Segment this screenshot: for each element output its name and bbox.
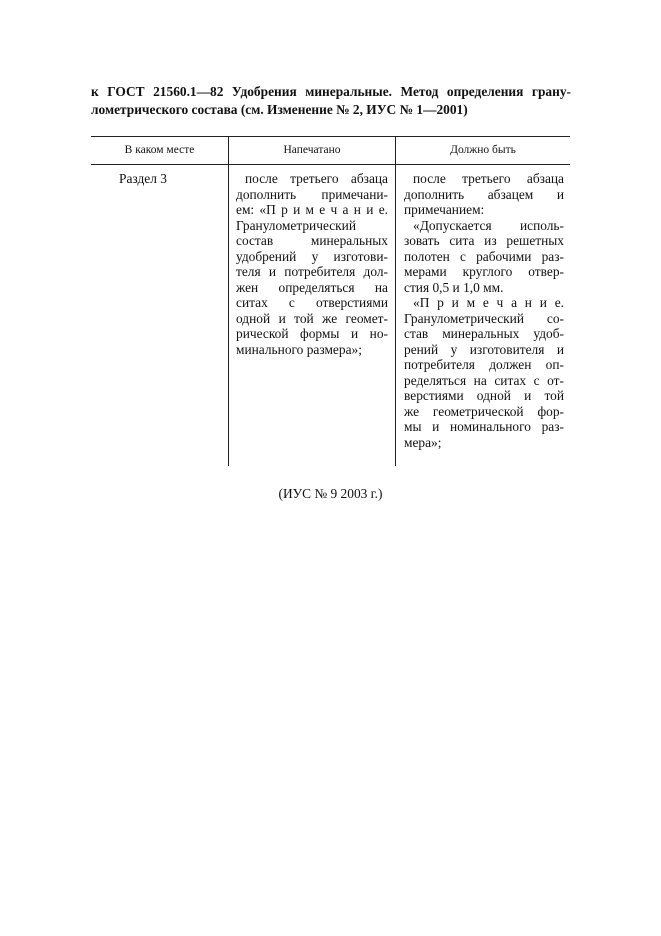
should-be-line: рений у изготовителя и: [404, 341, 564, 357]
source-footnote: (ИУС № 9 2003 г.): [278, 486, 383, 501]
printed-line: состав минеральных: [236, 233, 388, 248]
header-printed: Напечатано: [283, 144, 341, 156]
should-be-line: полотен с рабочими раз-: [404, 248, 564, 264]
should-be-line: верстиями одной и той: [404, 388, 564, 403]
should-be-line: стия 0,5 и 1,0 мм.: [404, 279, 504, 295]
printed-line: рической формы и но-: [236, 326, 388, 341]
should-be-line: потребителя должен оп-: [404, 357, 564, 372]
document-title: [91, 83, 571, 118]
cell-location: Раздел 3: [119, 171, 167, 186]
printed-line: ем: «П р и м е ч а н и е.: [236, 202, 388, 217]
printed-line: минального размера»;: [236, 341, 362, 357]
table-header-rule: [91, 164, 570, 165]
should-be-line: мы и номинального раз-: [404, 419, 564, 434]
should-be-line: ределяться на ситах с от-: [404, 372, 564, 388]
should-be-line: зовать сита из решетных: [404, 233, 564, 248]
cell-should-be: [404, 171, 564, 450]
amendment-table: [91, 136, 570, 466]
printed-line: жен определяться на: [236, 279, 388, 295]
should-be-line: мера»;: [404, 434, 442, 450]
should-be-line: же геометрической фор-: [404, 403, 564, 419]
printed-line: ситах с отверстиями: [236, 295, 388, 310]
should-be-line: Гранулометрический со-: [404, 310, 564, 326]
should-be-line: дополнить абзацем и: [404, 186, 564, 202]
printed-line: теля и потребителя дол-: [236, 264, 388, 279]
header-should-be: Должно быть: [450, 144, 516, 156]
printed-line: после третьего абзаца: [245, 171, 388, 186]
should-be-line: примечанием:: [404, 202, 485, 217]
should-be-line: «Допускается исполь-: [413, 217, 564, 233]
should-be-line: став минеральных удоб-: [404, 326, 564, 341]
printed-line: дополнить примечани-: [236, 186, 388, 202]
should-be-line: после третьего абзаца: [413, 171, 564, 186]
title-line-2: лометрического состава (см. Изменение № 2, ИУС № 1—2001): [91, 101, 468, 117]
should-be-line: мерами круглого отвер-: [404, 264, 564, 279]
printed-line: одной и той же геомет-: [236, 310, 388, 326]
table-top-rule: [91, 136, 570, 137]
should-be-line: «П р и м е ч а н и е.: [413, 295, 564, 310]
header-location: В каком месте: [124, 144, 195, 156]
printed-line: Гранулометрический: [236, 217, 357, 233]
column-divider-1: [228, 136, 229, 466]
cell-printed: [236, 171, 388, 357]
column-divider-2: [395, 136, 396, 466]
printed-line: удобрений у изготови-: [236, 248, 388, 264]
title-line-1: к ГОСТ 21560.1—82 Удобрения минеральные. Метод определения грану-: [91, 84, 571, 99]
